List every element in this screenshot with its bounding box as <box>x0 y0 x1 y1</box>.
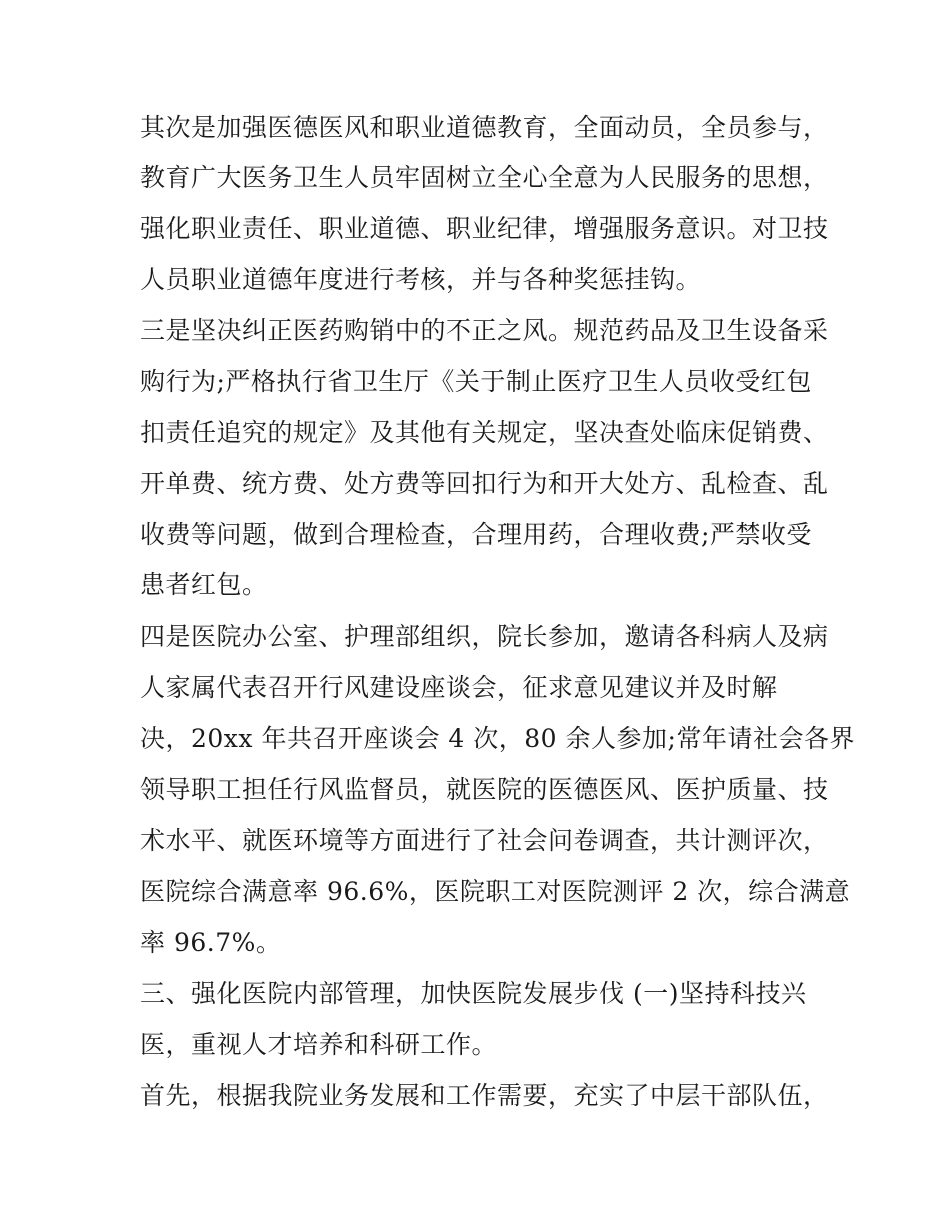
text-line: 决，20xx 年共召开座谈会 4 次，80 余人参加;常年请社会各界 <box>140 724 855 753</box>
text-line: 三、强化医院内部管理，加快医院发展步伐 (一)坚持科技兴 <box>140 979 807 1008</box>
text-line: 首先，根据我院业务发展和工作需要，充实了中层干部队伍， <box>140 1081 829 1110</box>
text-line: 率 96.7%。 <box>140 928 282 957</box>
text-line: 教育广大医务卫生人员牢固树立全心全意为人民服务的思想， <box>140 163 829 192</box>
text-line: 四是医院办公室、护理部组织，院长参加，邀请各科病人及病 <box>140 622 829 651</box>
text-line: 扣责任追究的规定》及其他有关规定，坚决查处临床促销费、 <box>140 418 829 447</box>
text-line: 三是坚决纠正医药购销中的不正之风。规范药品及卫生设备采 <box>140 316 829 345</box>
text-line: 购行为;严格执行省卫生厅《关于制止医疗卫生人员收受红包 <box>140 367 812 396</box>
text-line: 人员职业道德年度进行考核，并与各种奖惩挂钩。 <box>140 265 702 294</box>
text-line: 开单费、统方费、处方费等回扣行为和开大处方、乱检查、乱 <box>140 469 829 498</box>
text-line: 医，重视人才培养和科研工作。 <box>140 1030 498 1059</box>
text-line: 其次是加强医德医风和职业道德教育，全面动员，全员参与， <box>140 113 829 142</box>
text-line: 强化职业责任、职业道德、职业纪律，增强服务意识。对卫技 <box>140 214 829 243</box>
text-line: 领导职工担任行风监督员，就医院的医德医风、医护质量、技 <box>140 775 829 804</box>
text-line: 收费等问题，做到合理检查，合理用药，合理收费;严禁收受 <box>140 520 812 549</box>
text-line: 术水平、就医环境等方面进行了社会问卷调查，共计测评次， <box>140 826 829 855</box>
text-line: 患者红包。 <box>140 570 268 599</box>
text-line: 人家属代表召开行风建设座谈会，征求意见建议并及时解 <box>140 673 778 702</box>
text-line: 医院综合满意率 96.6%，医院职工对医院测评 2 次，综合满意 <box>140 877 851 906</box>
